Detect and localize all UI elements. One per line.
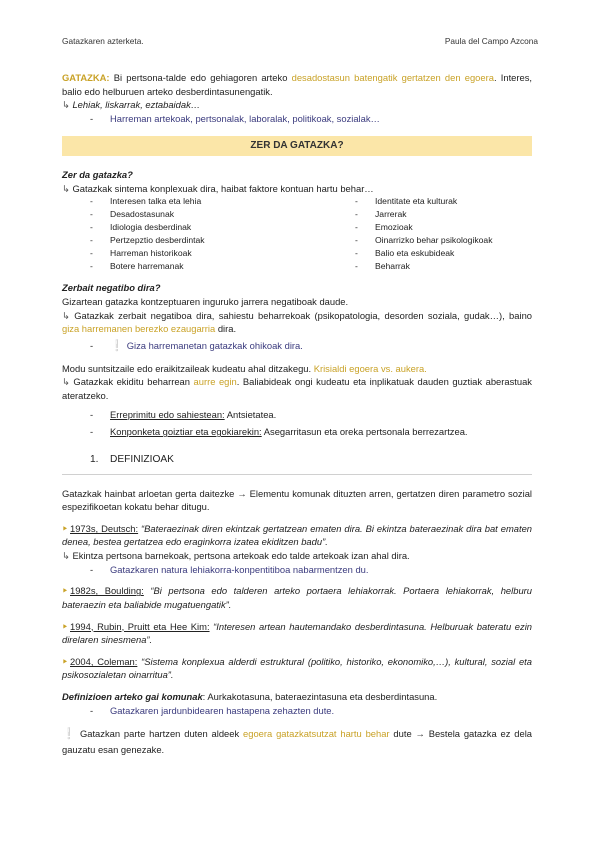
list-item: - Botere harremanak	[90, 261, 184, 272]
definition-deutsch: ‣ 1973s, Deutsch: “Bateraezinak diren ekintzak gertatzean ematen dira. Bi ekintza bateraezinak dira bat ematen denea, bestea gertatzea edo eraginkorra izatea ekiditzen badu”.	[62, 522, 532, 548]
definition-deutsch-bullet: - Gatazkaren natura lehiakorra-konpentitiboa nabarmentzen du.	[90, 563, 369, 575]
exclamation-icon: ❕	[110, 339, 124, 352]
return-arrow-icon: ↳	[62, 309, 75, 321]
definition-boulding: ‣ 1982s, Boulding: “Bi pertsona edo talderen arteko portaera lehiakorrak. Portaera lehiakorrak, helburu bateraezin eta baliabide mugatuengatik”.	[62, 585, 532, 610]
negatibo-bullet: - ❕ Giza harremanetan gatazkak ohikoak dira.	[62, 339, 532, 355]
subheading-negatibo: Zerbait negatibo dira?	[62, 282, 161, 294]
exclamation-icon: ❕	[62, 728, 77, 741]
bullet-icon: ‣	[62, 522, 68, 534]
zer-da-arrow-line: ↳ Gatazkak sintema konplexuak dira, haibat faktore kontuan hartu behar…	[62, 182, 374, 194]
modu-bullet-2: - Konponketa goiztiar eta egokiarekin: Asegarritasun eta oreka pertsonala berrezartzea.	[90, 426, 468, 438]
list-item: - Jarrerak	[355, 209, 407, 220]
modu-line1: Modu suntsitzaile edo eraikitzaileak kudeatu ahal ditzakegu. Krisialdi egoera vs. aukera.	[62, 362, 427, 374]
list-item: - Interesen talka eta lehia	[90, 196, 202, 207]
modu-highlight: Krisialdi egoera vs. aukera.	[313, 362, 427, 374]
bullet-icon: ‣	[62, 620, 68, 632]
return-arrow-icon: ↳	[62, 376, 74, 388]
definition-common-bullet: - Gatazkaren jardunbidearen hastapena zehazten dute.	[90, 704, 335, 716]
list-item: - Idiologia desberdinak	[90, 222, 192, 233]
final-note: ❕ Gatazkan parte hartzen duten aldeek egoera gatazkatsutzat hartu behar dute → Bestela gatazka ez dela gauzatu esan genezake.	[62, 728, 532, 756]
list-item: - Identitate eta kulturak	[355, 196, 458, 207]
bullet-icon: ‣	[62, 655, 68, 667]
negatibo-line1: Gizartean gatazka kontzeptuaren inguruko jarrera negatiboak daude.	[62, 295, 349, 307]
modu-line2: ↳ Gatazkak ekiditu beharrean aurre egin. Baliabideak ongi kudeatu eta inplikatuak dauden guztiak aberastuak ateratzeko.	[62, 376, 532, 401]
negatibo-line2: ↳ Gatazkak zerbait negatiboa dira, sahiestu beharrekoak (psikopatologia, desorden soziala, gudak…), baino giza harremanen berezko ezaugarria dira.	[62, 309, 532, 335]
factor-column-right	[355, 195, 525, 273]
modu-highlight-2: aurre egin	[193, 376, 237, 388]
page-content	[62, 71, 532, 757]
section-heading: 1. DEFINIZIOAK	[90, 453, 174, 465]
list-item: - Emozioak	[355, 222, 413, 233]
return-arrow-icon: ↳	[62, 550, 73, 562]
definition-rubin: ‣ 1994, Rubin, Pruitt eta Hee Kim: “Interesen artean hautemandako desberdintasuna. Helburuak bateratu ezin direlaren sinesmena”.	[62, 620, 532, 646]
header-author: Paula del Campo Azcona	[444, 36, 538, 46]
definition-coleman: ‣ 2004, Coleman: “Sistema konplexua alderdi estruktural (politiko, historiko, ekonomiko,…), kultural, sozial eta psikosozialetan oinarritua”.	[62, 655, 532, 681]
final-highlight: egoera gatazkatsutzat hartu behar	[243, 728, 390, 740]
definition-deutsch-arrow: ↳ Ekintza pertsona barnekoak, pertsona artekoak edo talde artekoak izan ahal dira.	[62, 550, 410, 562]
return-arrow-icon: ↳	[62, 99, 73, 111]
section-banner: ZER DA GATAZKA?	[62, 136, 532, 157]
page-header	[62, 35, 538, 47]
section-divider	[62, 474, 532, 475]
intro-bullet: - Harreman artekoak, pertsonalak, laboralak, politikoak, sozialak…	[90, 112, 380, 124]
bullet-icon: ‣	[62, 585, 68, 597]
factor-column-left	[90, 195, 355, 273]
subheading-zer-da: Zer da gatazka?	[62, 169, 133, 180]
list-item: - Harreman historikoak	[90, 248, 192, 259]
return-arrow-icon: ↳	[62, 182, 73, 194]
negatibo-highlight: giza harremanen berezko ezaugarria	[62, 323, 216, 335]
list-item: - Balio eta eskubideak	[355, 248, 455, 259]
factor-columns	[62, 195, 532, 273]
intro-highlight: desadostasun batengatik gertatzen den egoera	[291, 72, 494, 83]
header-title: Gatazkaren azterketa.	[62, 36, 144, 46]
term-label: GATAZKA:	[62, 72, 110, 83]
list-item: - Desadostasunak	[90, 209, 175, 220]
definition-common: Definizioen arteko gai komunak: Aurkakotasuna, bateraezintasuna eta desberdintasuna.	[62, 691, 438, 703]
def-intro: Gatazkak hainbat arloetan gerta daitezke → Elementu komunak dituzten arren, gertatzen diren parametro sozial espezifikoetan kokatu behar ditugu.	[62, 487, 532, 513]
list-item: - Beharrak	[355, 261, 410, 272]
list-item: - Pertzepztio desberdintak	[90, 235, 205, 246]
modu-bullet-1: - Erreprimitu edo sahiestean: Antsietatea.	[90, 408, 277, 420]
intro-arrow-line: ↳ Lehiak, liskarrak, eztabaidak…	[62, 99, 201, 111]
list-item: - Oinarrizko behar psikologikoak	[355, 235, 493, 246]
intro-paragraph: GATAZKA: Bi pertsona-talde edo gehiagoren arteko desadostasun batengatik gertatzen den egoera. Interes, balio edo helburuen arteko desberdintasunengatik.	[62, 72, 533, 97]
